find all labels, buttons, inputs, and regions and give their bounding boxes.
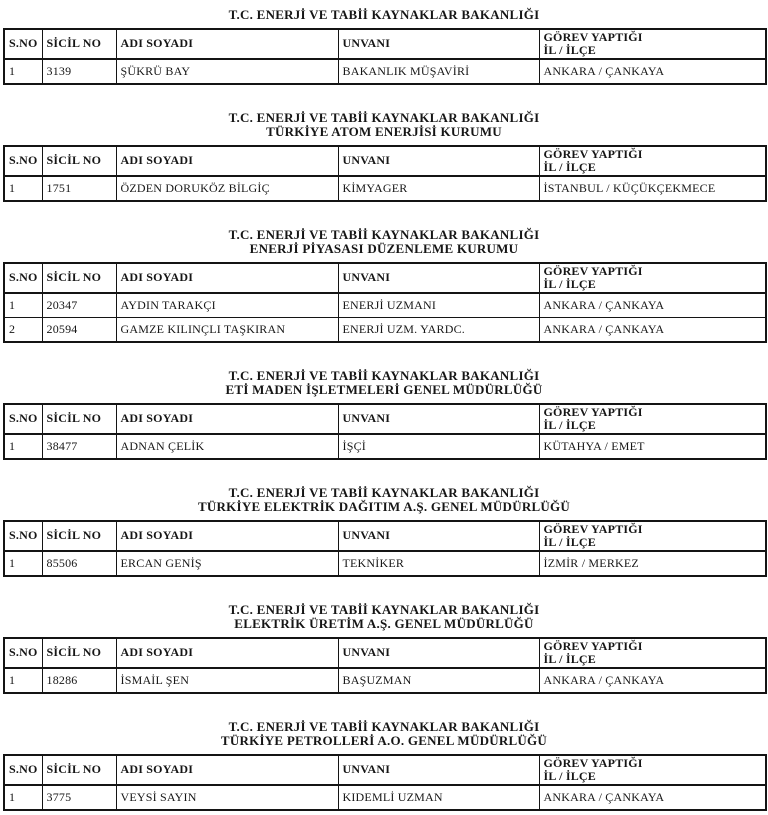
col-header-label: GÖREV YAPTIĞI — [543, 521, 643, 536]
col-header-unvani — [338, 146, 539, 176]
cell-sno: 2 — [4, 317, 42, 342]
cell-unvani: BAŞUZMAN — [338, 668, 539, 693]
col-header-unvani — [338, 755, 539, 785]
cell-gorev-il-ilce: ANKARA / ÇANKAYA — [539, 59, 766, 84]
col-header-label: GÖREV YAPTIĞI — [543, 29, 643, 44]
col-header-gorev-il-ilce — [539, 29, 766, 59]
col-header-label: GÖREV YAPTIĞI — [543, 404, 643, 419]
table-header-row — [4, 146, 766, 176]
cell-sicil-no: 20347 — [42, 293, 116, 318]
personnel-section — [3, 228, 765, 343]
col-header-label: S.NO — [9, 411, 38, 425]
col-header-gorev-il-ilce — [539, 263, 766, 293]
cell-gorev-il-ilce: KÜTAHYA / EMET — [539, 434, 766, 459]
cell-sno: 1 — [4, 293, 42, 318]
col-header-label: UNVANI — [342, 411, 391, 425]
section-title — [3, 111, 765, 140]
col-header-label: S.NO — [9, 153, 38, 167]
cell-sno: 1 — [4, 785, 42, 810]
section-title — [3, 369, 765, 398]
col-header-sicil-no — [42, 521, 116, 551]
cell-adi-soyadi: ADNAN ÇELİK — [116, 434, 338, 459]
col-header-adi-soyadi — [116, 263, 338, 293]
cell-sicil-no: 85506 — [42, 551, 116, 576]
col-header-sno — [4, 638, 42, 668]
cell-sicil-no: 3139 — [42, 59, 116, 84]
cell-sicil-no: 1751 — [42, 176, 116, 201]
table-header-row — [4, 29, 766, 59]
col-header-label: İL / İLÇE — [543, 768, 596, 783]
cell-adi-soyadi: AYDIN TARAKÇI — [116, 293, 338, 318]
table-row — [4, 59, 766, 84]
table-header-row — [4, 755, 766, 785]
col-header-unvani — [338, 29, 539, 59]
col-header-sicil-no — [42, 404, 116, 434]
cell-adi-soyadi: ŞÜKRÜ BAY — [116, 59, 338, 84]
col-header-label: SİCİL NO — [46, 528, 102, 542]
section-title-line: T.C. ENERJİ VE TABİİ KAYNAKLAR BAKANLIĞI — [228, 7, 540, 22]
col-header-sicil-no — [42, 755, 116, 785]
col-header-adi-soyadi — [116, 146, 338, 176]
cell-gorev-il-ilce: ANKARA / ÇANKAYA — [539, 317, 766, 342]
col-header-label: İL / İLÇE — [543, 651, 596, 666]
col-header-label: ADI SOYADI — [120, 528, 194, 542]
table-header-row — [4, 638, 766, 668]
cell-sicil-no: 38477 — [42, 434, 116, 459]
section-title — [3, 603, 765, 632]
col-header-label: ADI SOYADI — [120, 762, 194, 776]
section-title — [3, 8, 765, 23]
personnel-section — [3, 720, 765, 811]
cell-gorev-il-ilce: İZMİR / MERKEZ — [539, 551, 766, 576]
cell-sicil-no: 3775 — [42, 785, 116, 810]
col-header-label: SİCİL NO — [46, 411, 102, 425]
col-header-label: ADI SOYADI — [120, 153, 194, 167]
col-header-label: GÖREV YAPTIĞI — [543, 146, 643, 161]
col-header-unvani — [338, 521, 539, 551]
col-header-sicil-no — [42, 29, 116, 59]
cell-sno: 1 — [4, 668, 42, 693]
col-header-sno — [4, 521, 42, 551]
col-header-adi-soyadi — [116, 638, 338, 668]
section-title-line: ETİ MADEN İŞLETMELERİ GENEL MÜDÜRLÜĞÜ — [225, 382, 543, 397]
col-header-adi-soyadi — [116, 521, 338, 551]
col-header-label: UNVANI — [342, 528, 391, 542]
col-header-label: S.NO — [9, 645, 38, 659]
col-header-label: S.NO — [9, 762, 38, 776]
section-title-line: TÜRKİYE ELEKTRİK DAĞITIM A.Ş. GENEL MÜDÜRLÜĞÜ — [197, 499, 571, 514]
col-header-label: UNVANI — [342, 645, 391, 659]
cell-sno: 1 — [4, 176, 42, 201]
cell-unvani: BAKANLIK MÜŞAVİRİ — [338, 59, 539, 84]
col-header-sno — [4, 29, 42, 59]
table-row — [4, 317, 766, 342]
col-header-adi-soyadi — [116, 755, 338, 785]
cell-unvani: İŞÇİ — [338, 434, 539, 459]
cell-sno: 1 — [4, 434, 42, 459]
section-title — [3, 720, 765, 749]
table-header-row — [4, 521, 766, 551]
col-header-label: S.NO — [9, 528, 38, 542]
section-title — [3, 228, 765, 257]
cell-sicil-no: 20594 — [42, 317, 116, 342]
col-header-label: SİCİL NO — [46, 645, 102, 659]
cell-sno: 1 — [4, 551, 42, 576]
personnel-section — [3, 486, 765, 577]
col-header-sicil-no — [42, 638, 116, 668]
col-header-label: ADI SOYADI — [120, 645, 194, 659]
table-row — [4, 785, 766, 810]
section-title-line: T.C. ENERJİ VE TABİİ KAYNAKLAR BAKANLIĞI — [228, 601, 540, 617]
col-header-sno — [4, 404, 42, 434]
personnel-section — [3, 8, 765, 85]
col-header-label: ADI SOYADI — [120, 411, 194, 425]
col-header-label: S.NO — [9, 270, 38, 284]
col-header-label: UNVANI — [342, 270, 391, 284]
section-title-line: T.C. ENERJİ VE TABİİ KAYNAKLAR BAKANLIĞI — [228, 484, 540, 500]
col-header-label: İL / İLÇE — [543, 159, 596, 174]
cell-adi-soyadi: GAMZE KILINÇLI TAŞKIRAN — [116, 317, 338, 342]
col-header-label: İL / İLÇE — [543, 417, 596, 432]
col-header-label: UNVANI — [342, 153, 391, 167]
personnel-section — [3, 369, 765, 460]
table-row — [4, 434, 766, 459]
cell-sno: 1 — [4, 59, 42, 84]
col-header-gorev-il-ilce — [539, 638, 766, 668]
col-header-label: SİCİL NO — [46, 36, 102, 50]
personnel-table — [3, 28, 767, 85]
section-title-line: TÜRKİYE ATOM ENERJİSİ KURUMU — [266, 124, 502, 139]
cell-unvani: ENERJİ UZMANI — [338, 293, 539, 318]
col-header-label: UNVANI — [342, 36, 391, 50]
section-title — [3, 486, 765, 515]
cell-unvani: KİMYAGER — [338, 176, 539, 201]
cell-gorev-il-ilce: ANKARA / ÇANKAYA — [539, 785, 766, 810]
col-header-label: S.NO — [9, 36, 38, 50]
col-header-unvani — [338, 638, 539, 668]
col-header-unvani — [338, 404, 539, 434]
cell-unvani: TEKNİKER — [338, 551, 539, 576]
table-header-row — [4, 263, 766, 293]
col-header-sno — [4, 263, 42, 293]
section-title-line: T.C. ENERJİ VE TABİİ KAYNAKLAR BAKANLIĞI — [228, 226, 540, 242]
section-title-line: T.C. ENERJİ VE TABİİ KAYNAKLAR BAKANLIĞI — [228, 718, 540, 734]
col-header-sno — [4, 755, 42, 785]
table-row — [4, 551, 766, 576]
personnel-table — [3, 520, 767, 577]
cell-gorev-il-ilce: ANKARA / ÇANKAYA — [539, 668, 766, 693]
cell-sicil-no: 18286 — [42, 668, 116, 693]
table-row — [4, 293, 766, 318]
cell-unvani: KIDEMLİ UZMAN — [338, 785, 539, 810]
col-header-label: ADI SOYADI — [120, 270, 194, 284]
col-header-gorev-il-ilce — [539, 404, 766, 434]
col-header-label: İL / İLÇE — [543, 42, 596, 57]
cell-adi-soyadi: ERCAN GENİŞ — [116, 551, 338, 576]
section-title-line: TÜRKİYE PETROLLERİ A.O. GENEL MÜDÜRLÜĞÜ — [220, 733, 548, 748]
personnel-table — [3, 754, 767, 811]
col-header-label: GÖREV YAPTIĞI — [543, 263, 643, 278]
section-title-line: T.C. ENERJİ VE TABİİ KAYNAKLAR BAKANLIĞI — [228, 367, 540, 383]
personnel-section — [3, 111, 765, 202]
col-header-label: ADI SOYADI — [120, 36, 194, 50]
col-header-label: UNVANI — [342, 762, 391, 776]
col-header-label: SİCİL NO — [46, 153, 102, 167]
col-header-label: SİCİL NO — [46, 270, 102, 284]
cell-unvani: ENERJİ UZM. YARDC. — [338, 317, 539, 342]
col-header-sno — [4, 146, 42, 176]
section-title-line: ELEKTRİK ÜRETİM A.Ş. GENEL MÜDÜRLÜĞÜ — [234, 616, 534, 631]
col-header-label: GÖREV YAPTIĞI — [543, 755, 643, 770]
col-header-label: GÖREV YAPTIĞI — [543, 638, 643, 653]
personnel-table — [3, 262, 767, 343]
col-header-adi-soyadi — [116, 404, 338, 434]
section-title-line: ENERJİ PİYASASI DÜZENLEME KURUMU — [249, 241, 519, 256]
col-header-gorev-il-ilce — [539, 146, 766, 176]
col-header-unvani — [338, 263, 539, 293]
col-header-gorev-il-ilce — [539, 755, 766, 785]
table-header-row — [4, 404, 766, 434]
col-header-gorev-il-ilce — [539, 521, 766, 551]
col-header-sicil-no — [42, 146, 116, 176]
cell-gorev-il-ilce: İSTANBUL / KÜÇÜKÇEKMECE — [539, 176, 766, 201]
cell-adi-soyadi: İSMAİL ŞEN — [116, 668, 338, 693]
cell-adi-soyadi: ÖZDEN DORUKÖZ BİLGİÇ — [116, 176, 338, 201]
col-header-label: İL / İLÇE — [543, 276, 596, 291]
col-header-sicil-no — [42, 263, 116, 293]
personnel-table — [3, 145, 767, 202]
col-header-label: SİCİL NO — [46, 762, 102, 776]
personnel-table — [3, 637, 767, 694]
personnel-table — [3, 403, 767, 460]
cell-gorev-il-ilce: ANKARA / ÇANKAYA — [539, 293, 766, 318]
col-header-label: İL / İLÇE — [543, 534, 596, 549]
section-title-line: T.C. ENERJİ VE TABİİ KAYNAKLAR BAKANLIĞI — [228, 109, 540, 125]
table-row — [4, 176, 766, 201]
col-header-adi-soyadi — [116, 29, 338, 59]
table-row — [4, 668, 766, 693]
cell-adi-soyadi: VEYSİ SAYIN — [116, 785, 338, 810]
personnel-section — [3, 603, 765, 694]
